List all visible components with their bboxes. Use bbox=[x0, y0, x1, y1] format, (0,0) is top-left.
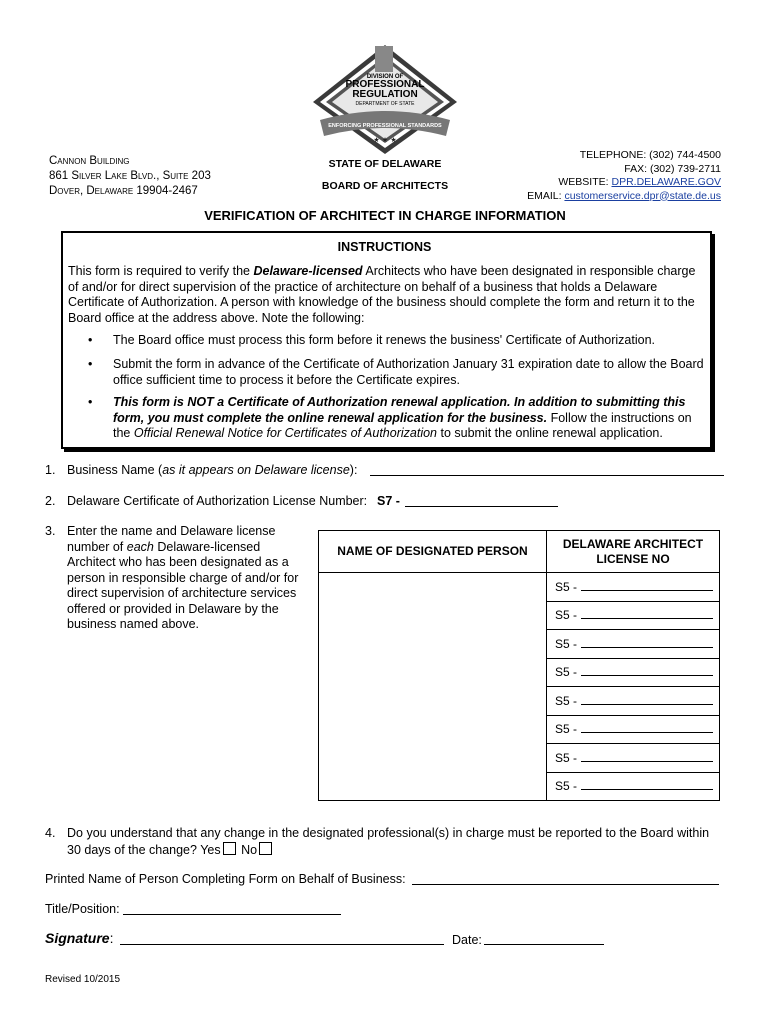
license-cell[interactable]: S5 - bbox=[547, 715, 720, 744]
instruction-bullet-1: The Board office must process this form before it renews the business' Certificate of Authorization. bbox=[113, 333, 655, 347]
svg-text:DIVISION OF: DIVISION OF bbox=[366, 74, 404, 80]
website-link[interactable]: DPR.DELAWARE.GOV bbox=[611, 176, 721, 188]
revision-note: Revised 10/2015 bbox=[45, 974, 121, 985]
instructions-intro: This form is required to verify the Delaware-licensed Architects who have been designated in responsible charge of and/or for direct supervision of the practice of architecture on behalf of a business that holds a Delaware Certificate of Authorization. A person with knowledge of the business should complete the form and return it to the Board office at the address above. Note the following: bbox=[68, 264, 696, 325]
signature-label: Signature: bbox=[45, 930, 114, 946]
no-checkbox[interactable] bbox=[259, 842, 272, 855]
license-cell[interactable]: S5 - bbox=[547, 687, 720, 716]
instruction-bullet-3: This form is NOT a Certificate of Authorization renewal application. In addition to submitting this form, you must complete the online renewal application for the business. Follow the instructions on the Official Renewal Notice for Certificates of Authorization to submit the online renewal application. bbox=[113, 395, 692, 440]
q3-number: 3. bbox=[45, 524, 56, 538]
website-row: WEBSITE: DPR.DELAWARE.GOV bbox=[558, 176, 721, 188]
instruction-bullet-2: Submit the form in advance of the Certificate of Authorization January 31 expiration date to allow the Board office sufficient time to process it before the Certificate expires. bbox=[113, 357, 704, 387]
signature-field[interactable] bbox=[120, 944, 444, 945]
printed-name-label: Printed Name of Person Completing Form on Behalf of Business: bbox=[45, 872, 406, 886]
bullet-icon: • bbox=[88, 357, 93, 371]
license-cell[interactable]: S5 - bbox=[547, 630, 720, 659]
board-heading: BOARD OF ARCHITECTS bbox=[321, 180, 449, 192]
yes-checkbox[interactable] bbox=[223, 842, 236, 855]
bullet-icon: • bbox=[88, 333, 93, 347]
designated-persons-table bbox=[318, 530, 720, 801]
printed-name-field[interactable] bbox=[412, 884, 719, 885]
license-cell[interactable]: S5 - bbox=[547, 601, 720, 630]
table-header-row bbox=[319, 531, 720, 573]
column-header-license: DELAWARE ARCHITECT LICENSE NO bbox=[547, 531, 720, 573]
date-label: Date: bbox=[452, 933, 482, 947]
column-header-name: NAME OF DESIGNATED PERSON bbox=[319, 531, 547, 573]
email-row: EMAIL: customerservice.dpr@state.de.us bbox=[527, 189, 721, 202]
title-position-field[interactable] bbox=[123, 914, 341, 915]
email-link[interactable]: customerservice.dpr@state.de.us bbox=[564, 189, 721, 202]
q1-label: Business Name (as it appears on Delaware license): bbox=[67, 463, 358, 477]
svg-text:ENFORCING PROFESSIONAL STANDAR: ENFORCING PROFESSIONAL STANDARDS bbox=[328, 123, 442, 129]
license-number-field[interactable] bbox=[405, 506, 558, 507]
license-cell[interactable]: S5 - bbox=[547, 744, 720, 773]
license-cell[interactable]: S5 - bbox=[547, 658, 720, 687]
form-title: VERIFICATION OF ARCHITECT IN CHARGE INFORMATION bbox=[204, 208, 566, 223]
division-seal-logo bbox=[310, 42, 460, 157]
q2-prefix: S7 - bbox=[377, 494, 400, 508]
q3-text: Enter the name and Delaware license number of each Delaware-licensed Architect who has been designated as a person in responsible charge of and/or for direct supervision of architecture services offered or provided in Delaware by the business named above. bbox=[67, 524, 299, 631]
q2-label: Delaware Certificate of Authorization License Number: bbox=[67, 494, 368, 508]
address-line-1: Cannon Building bbox=[49, 155, 130, 167]
business-name-field[interactable] bbox=[370, 475, 724, 476]
license-cell[interactable]: S5 - bbox=[547, 573, 720, 602]
address-line-3: Dover, Delaware 19904-2467 bbox=[49, 185, 198, 197]
name-cell[interactable] bbox=[319, 573, 547, 801]
instructions-heading: INSTRUCTIONS bbox=[337, 240, 432, 254]
telephone: TELEPHONE: (302) 744-4500 bbox=[579, 149, 721, 161]
bullet-icon: • bbox=[88, 395, 93, 409]
q4-text: Do you understand that any change in the designated professional(s) in charge must be reported to the Board within 30 days of the change? Yes No bbox=[67, 826, 710, 857]
fax: FAX: (302) 739-2711 bbox=[624, 162, 721, 175]
svg-text:REGULATION: REGULATION bbox=[352, 89, 418, 100]
title-position-label: Title/Position: bbox=[45, 902, 120, 916]
svg-text:★ ★ ★: ★ ★ ★ bbox=[373, 136, 397, 144]
q1-number: 1. bbox=[45, 463, 56, 477]
table-row bbox=[319, 573, 720, 602]
date-field[interactable] bbox=[484, 944, 604, 945]
contact-info bbox=[527, 149, 721, 203]
address-line-2: 861 Silver Lake Blvd., Suite 203 bbox=[49, 170, 211, 182]
license-cell[interactable]: S5 - bbox=[547, 772, 720, 801]
q4-number: 4. bbox=[45, 826, 56, 840]
q2-number: 2. bbox=[45, 494, 56, 508]
svg-text:DEPARTMENT OF STATE: DEPARTMENT OF STATE bbox=[355, 101, 415, 107]
state-heading: STATE OF DELAWARE bbox=[328, 158, 442, 170]
svg-text:PROFESSIONAL: PROFESSIONAL bbox=[345, 79, 425, 90]
